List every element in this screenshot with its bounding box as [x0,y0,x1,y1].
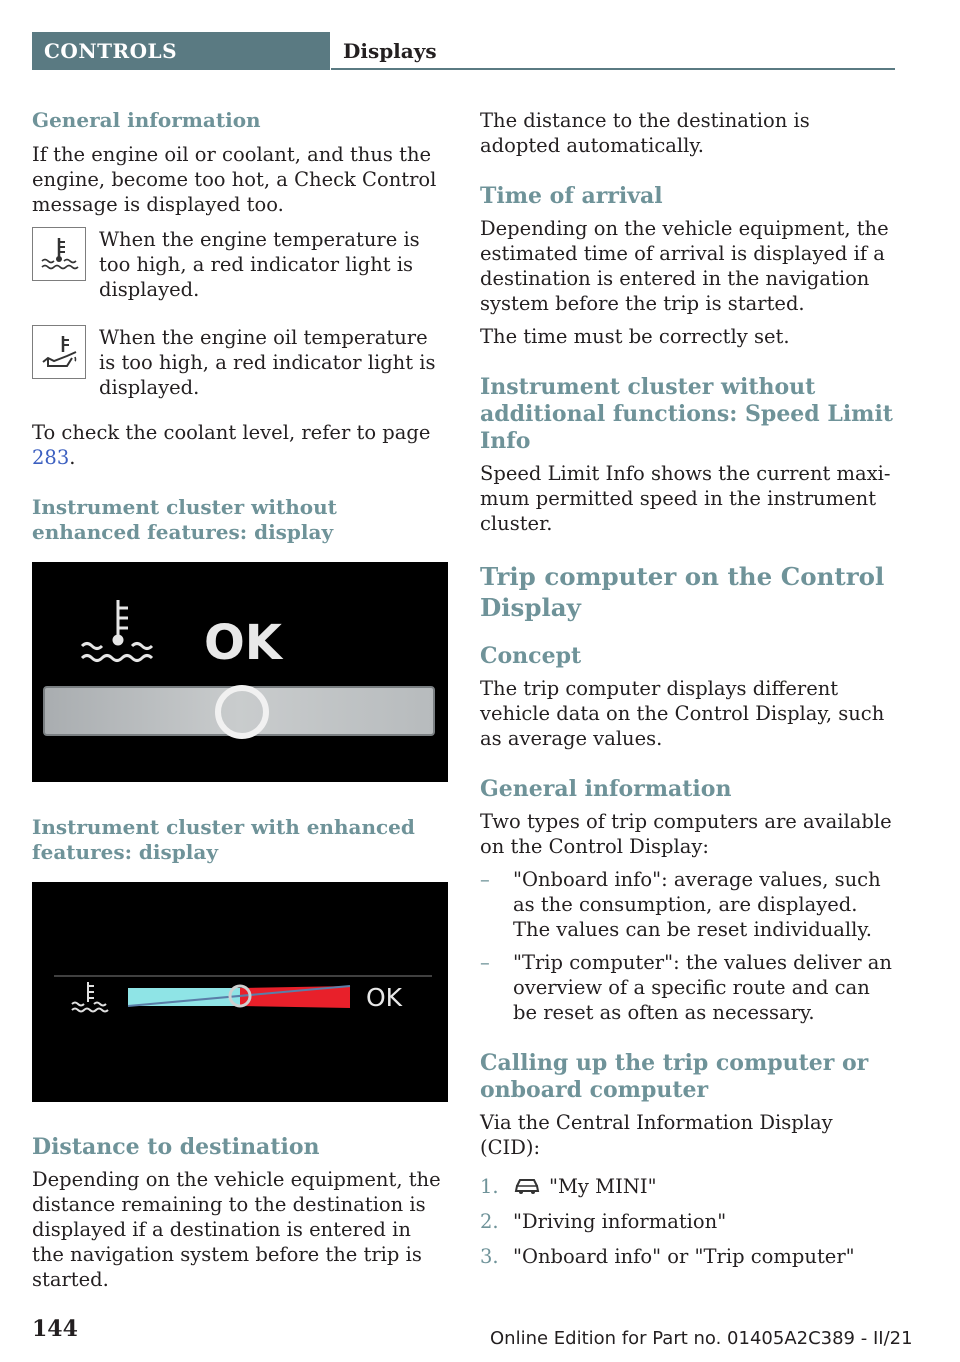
page-reference-link[interactable]: 283 [32,446,70,469]
paragraph-check-coolant [32,420,448,470]
bullet-dash: – [480,951,490,974]
heading-general-information-right: General information [480,776,732,802]
coolant-warning-row [32,227,448,302]
step-text: "Onboard info" or "Trip computer" [513,1245,855,1268]
check-coolant-text: To check the coolant level, refer to page [32,421,431,444]
step-item [480,1244,896,1269]
trip-computer-types-list [480,867,896,1025]
hot-range-bar [240,986,350,1008]
paragraph-oil: When the engine oil temperature is too high, a red indicator light is displayed. [99,326,436,399]
step-number: 3. [480,1245,499,1268]
paragraph-general: If the engine oil or coolant, and thus the engine, become too hot, a Check Control message is displayed too. [32,143,437,216]
heading-without-enhanced: Instrument cluster without enhanced features: display [32,495,337,544]
coolant-temperature-icon [72,982,108,1012]
step-number: 2. [480,1210,499,1233]
step-text: "My MINI" [549,1175,657,1198]
coolant-temperature-icon [32,227,86,281]
status-ok-text: OK [204,615,282,671]
steps-list [480,1174,896,1269]
step-item [480,1209,896,1234]
list-item-text: "Onboard info": average values, such as the consumption, are displayed. The values can be reset individually. [513,868,881,941]
heading-time-of-arrival: Time of arrival [480,183,663,209]
paragraph-speed-limit: Speed Limit Info shows the current maximum permitted speed in the instrument cluster. [480,462,891,535]
paragraph-distance-adopted: The distance to the destination is adopted automatically. [480,109,810,157]
heading-concept: Concept [480,643,582,669]
step-number: 1. [480,1175,499,1198]
list-item [480,950,896,1025]
enhanced-display-graphic [32,882,448,1102]
oil-temperature-icon [32,325,86,379]
display-with-enhanced [32,882,448,1102]
paragraph-time-set: The time must be correctly set. [480,325,790,348]
heading-trip-computer: Trip computer on the Control Display [480,562,885,622]
left-column [32,108,448,1292]
page-title: Displays [331,32,895,70]
paragraph-arrival: Depending on the vehicle equipment, the estimated time of arrival is displayed if a destination is entered in the navigation system before the trip is started. [480,217,889,315]
paragraph-distance: Depending on the vehicle equipment, the distance remaining to the destination is displayed if a destination is entered in the navigation system before the trip is started. [32,1168,441,1291]
coolant-display-graphic [32,562,448,782]
temperature-bar [44,687,434,735]
heading-general-information: General information [32,108,261,132]
step-text: "Driving information" [513,1210,727,1233]
paragraph-coolant: When the engine temperature is too high, a red indicator light is displayed. [99,228,420,301]
heading-distance-to-destination: Distance to destination [32,1134,320,1160]
display-without-enhanced [32,562,448,782]
bullet-dash: – [480,868,490,891]
status-ok-text: OK [366,983,403,1012]
edition-footer: Online Edition for Part no. 01405A2C389 - II/21 [490,1328,913,1349]
right-column [480,108,896,1269]
heading-with-enhanced: Instrument cluster with enhanced features: display [32,815,415,864]
list-item-text: "Trip computer": the values deliver an overview of a specific route and can be reset as often as necessary. [513,951,892,1024]
heading-calling-up: Calling up the trip computer or onboard computer [480,1050,869,1103]
paragraph-trip-types: Two types of trip computers are available on the Control Display: [480,810,892,858]
heading-speed-limit-info: Instrument cluster without additional functions: Speed Limit Info [480,374,893,454]
list-item [480,867,896,942]
paragraph-via-cid: Via the Central Information Display (CID): [480,1111,833,1159]
section-tab: CONTROLS [32,32,330,70]
oil-warning-row [32,325,448,400]
coolant-temperature-icon [82,600,152,661]
step-item [480,1174,896,1199]
page-number: 144 [32,1316,78,1342]
paragraph-concept: The trip computer displays different vehicle data on the Control Display, such as average values. [480,677,885,750]
car-icon [513,1176,541,1196]
check-coolant-period: . [69,446,76,469]
